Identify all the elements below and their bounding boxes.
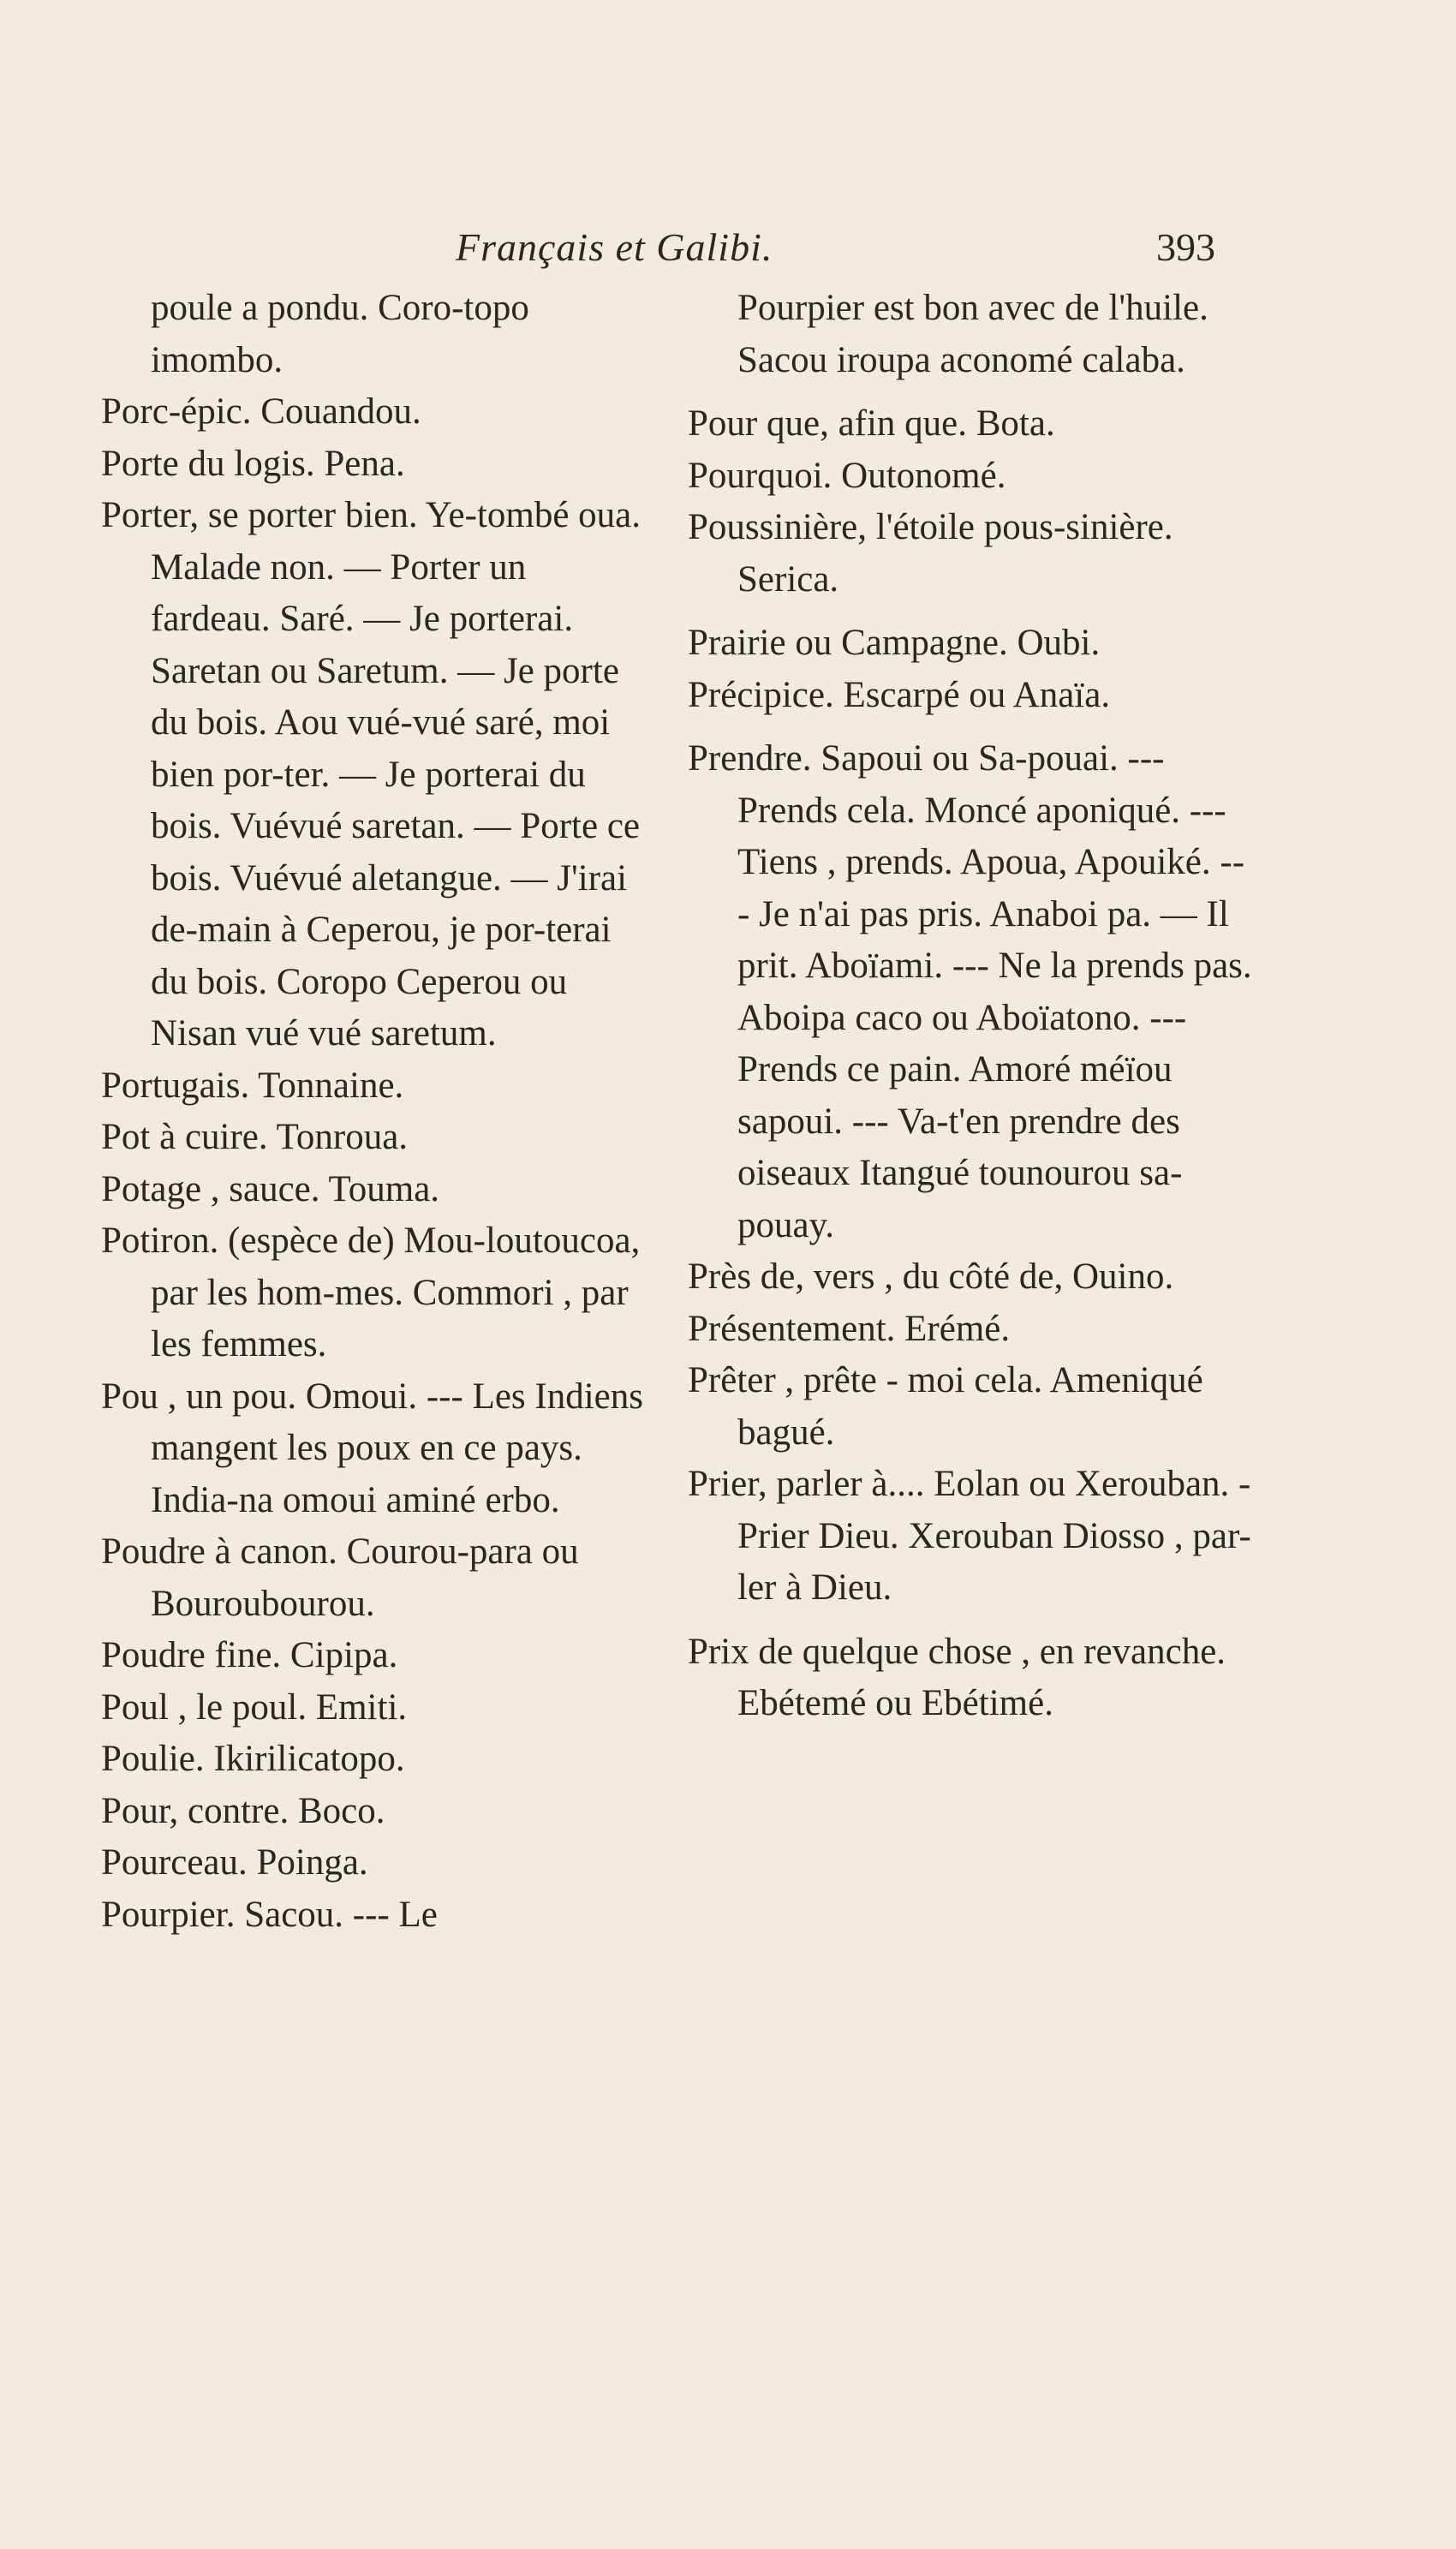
dictionary-entry: Pour, contre. Boco. bbox=[101, 1790, 385, 1831]
dictionary-entry: Potage , sauce. Touma. bbox=[101, 1168, 440, 1209]
dictionary-entry: Portugais. Tonnaine. bbox=[101, 1065, 404, 1106]
dictionary-entry: Présentement. Erémé. bbox=[688, 1308, 1011, 1349]
dictionary-entry: Poulie. Ikirilicatopo. bbox=[101, 1739, 405, 1779]
dictionary-entry: Poudre à canon. Courou-para ou Bouroubourou. bbox=[101, 1531, 579, 1624]
dictionary-entry: Poudre fine. Cipipa. bbox=[101, 1635, 398, 1675]
dictionary-entry: Poussinière, l'étoile pous-sinière. Serica. bbox=[688, 507, 1173, 600]
dictionary-entry: Près de, vers , du côté de, Ouino. bbox=[688, 1257, 1174, 1297]
dictionary-entry: Pourpier. Sacou. --- Le bbox=[101, 1894, 438, 1935]
dictionary-entry: Pourquoi. Outonomé. bbox=[688, 455, 1006, 496]
dictionary-entry: Potiron. (espèce de) Mou-loutoucoa, par les hom-mes. Commori , par les femmes. bbox=[101, 1221, 641, 1364]
dictionary-entry: Prêter , prête - moi cela. Ameniqué bagué. bbox=[688, 1360, 1203, 1453]
dictionary-entry: Prier, parler à.... Eolan ou Xerouban. - Prier Dieu. Xerouban Diosso , par-ler à Dieu. bbox=[688, 1464, 1251, 1608]
dictionary-entry: poule a pondu. Coro-topo imombo. bbox=[151, 288, 529, 380]
dictionary-entry: Poul , le poul. Emiti. bbox=[101, 1686, 408, 1728]
dictionary-entry: Pot à cuire. Tonroua. bbox=[101, 1117, 409, 1157]
dictionary-entry: Porter, se porter bien. Ye-tombé oua. Malade non. — Porter un fardeau. Saré. — Je porterai. Saretan ou Saretum. — Je porte du bois. Aou vué-vué saré, moi bien por-ter. — Je porterai du bois. Vuévué saretan. — Porte ce bois. Vuévué aletangue. — J'irai de-main à Ceperou, je por-terai du bois. Coropo Ceperou ou Nisan vué vué saretum. bbox=[101, 495, 641, 1054]
page-header bbox=[0, 224, 1456, 284]
right-column bbox=[688, 283, 1253, 1730]
left-column bbox=[101, 283, 649, 1941]
dictionary-entry: Porc-épic. Couandou. bbox=[101, 391, 421, 432]
page-number: 393 bbox=[1156, 225, 1215, 269]
dictionary-entry: Prairie ou Campagne. Oubi. bbox=[688, 623, 1101, 663]
dictionary-entry: Pourceau. Poinga. bbox=[101, 1842, 368, 1883]
running-title: Français et Galibi. bbox=[456, 225, 773, 269]
dictionary-entry: Porte du logis. Pena. bbox=[101, 443, 405, 484]
dictionary-entry: Prendre. Sapoui ou Sa-pouai. --- Prends cela. Moncé aponiqué. --- Tiens , prends. Apoua, Apouiké. --- Je n'ai pas pris. Anaboi pa. — Il prit. Aboïami. --- Ne la prends pas. Aboipa caco ou Aboïatono. --- Prends ce pain. Amoré méïou sapoui. --- Va-t'en prendre des oiseaux Itangué tounourou sa-pouay. bbox=[688, 738, 1252, 1245]
dictionary-entry: Prix de quelque chose , en revanche. Ebétemé ou Ebétimé. bbox=[688, 1631, 1226, 1723]
dictionary-entry: Pourpier est bon avec de l'huile. Sacou iroupa aconomé calaba. bbox=[737, 288, 1208, 380]
dictionary-entry: Pour que, afin que. Bota. bbox=[688, 403, 1055, 444]
dictionary-entry: Pou , un pou. Omoui. --- Les Indiens mangent les poux en ce pays. India-na omoui aminé erbo. bbox=[101, 1376, 643, 1520]
dictionary-entry: Précipice. Escarpé ou Anaïa. bbox=[688, 674, 1111, 715]
